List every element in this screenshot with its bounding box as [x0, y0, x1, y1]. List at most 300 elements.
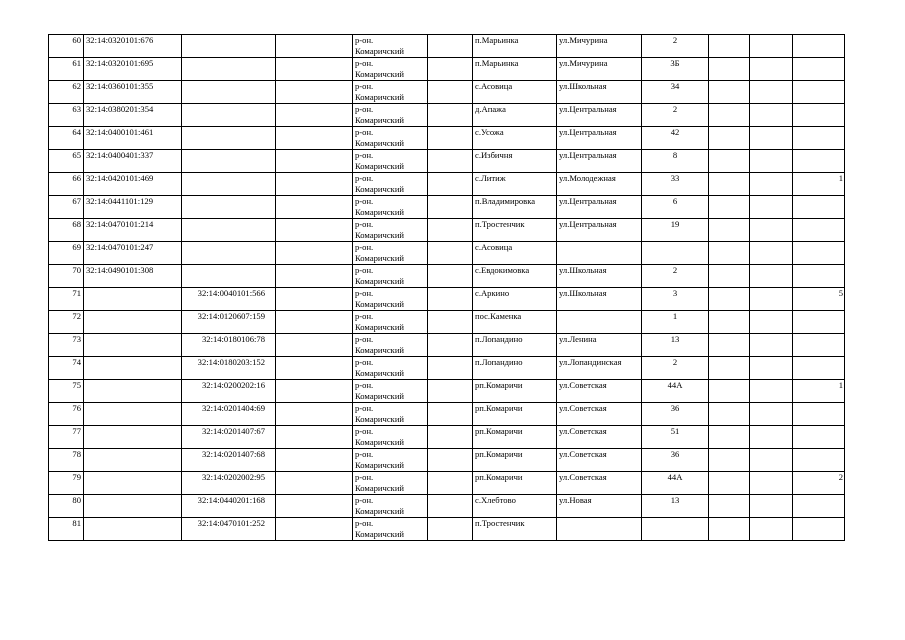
district-cell — [353, 426, 428, 449]
district-name: Комаричский — [355, 161, 405, 171]
district-cell — [353, 472, 428, 495]
district-prefix: р-он. — [355, 265, 374, 275]
locality-cell: с.Литиж — [473, 173, 557, 196]
district-name: Комаричский — [355, 368, 405, 378]
empty-cell — [709, 196, 750, 219]
house-number-cell: 6 — [642, 196, 709, 219]
district-cell — [353, 449, 428, 472]
district-cell — [353, 104, 428, 127]
house-number-cell: 2 — [642, 35, 709, 58]
locality-cell: с.Асовица — [473, 81, 557, 104]
cadastral-number-alt-cell: 32:14:0201407:68 — [182, 449, 276, 472]
locality-cell: рп.Комаричи — [473, 403, 557, 426]
empty-cell — [750, 58, 793, 81]
empty-cell — [276, 288, 353, 311]
district-cell — [353, 81, 428, 104]
last-value-cell — [793, 104, 845, 127]
last-value-cell: 2 — [793, 472, 845, 495]
empty-cell — [276, 150, 353, 173]
empty-cell — [709, 104, 750, 127]
cadastral-number-alt-cell — [182, 173, 276, 196]
cadastral-number-alt-cell: 32:14:0201404:69 — [182, 403, 276, 426]
empty-cell — [276, 127, 353, 150]
property-table — [48, 34, 845, 541]
street-cell: ул.Центральная — [557, 150, 642, 173]
district-name: Комаричский — [355, 322, 405, 332]
row-number-cell: 72 — [49, 311, 84, 334]
cadastral-number-alt-cell — [182, 35, 276, 58]
cadastral-number-alt-cell — [182, 58, 276, 81]
empty-cell — [428, 357, 473, 380]
table-row — [49, 311, 845, 334]
district-cell — [353, 311, 428, 334]
cadastral-number-alt-cell: 32:14:0202002:95 — [182, 472, 276, 495]
empty-cell — [428, 104, 473, 127]
street-cell: ул.Советская — [557, 380, 642, 403]
district-name: Комаричский — [355, 92, 405, 102]
empty-cell — [428, 81, 473, 104]
table-row — [49, 219, 845, 242]
empty-cell — [709, 311, 750, 334]
district-name: Комаричский — [355, 69, 405, 79]
district-prefix: р-он. — [355, 196, 374, 206]
cadastral-number-alt-cell: 32:14:0470101:252 — [182, 518, 276, 541]
empty-cell — [709, 380, 750, 403]
row-number-cell: 75 — [49, 380, 84, 403]
empty-cell — [428, 127, 473, 150]
table-row — [49, 242, 845, 265]
table-row — [49, 518, 845, 541]
district-prefix: р-он. — [355, 380, 374, 390]
empty-cell — [750, 173, 793, 196]
cadastral-number-cell — [84, 472, 182, 495]
district-name: Комаричский — [355, 138, 405, 148]
empty-cell — [428, 311, 473, 334]
table-row — [49, 265, 845, 288]
cadastral-number-cell — [84, 403, 182, 426]
table-row — [49, 288, 845, 311]
row-number-cell: 76 — [49, 403, 84, 426]
house-number-cell: 2 — [642, 357, 709, 380]
empty-cell — [428, 219, 473, 242]
empty-cell — [276, 357, 353, 380]
house-number-cell — [642, 518, 709, 541]
row-number-cell: 66 — [49, 173, 84, 196]
cadastral-number-cell — [84, 380, 182, 403]
empty-cell — [428, 495, 473, 518]
row-number-cell: 80 — [49, 495, 84, 518]
street-cell: ул.Новая — [557, 495, 642, 518]
empty-cell — [276, 426, 353, 449]
last-value-cell — [793, 81, 845, 104]
empty-cell — [709, 127, 750, 150]
cadastral-number-cell — [84, 426, 182, 449]
last-value-cell — [793, 196, 845, 219]
district-name: Комаричский — [355, 46, 405, 56]
cadastral-number-alt-cell — [182, 219, 276, 242]
district-cell — [353, 196, 428, 219]
cadastral-number-cell: 32:14:0380201:354 — [84, 104, 182, 127]
table-row — [49, 35, 845, 58]
table-body — [49, 35, 845, 541]
cadastral-number-alt-cell — [182, 242, 276, 265]
district-prefix: р-он. — [355, 104, 374, 114]
street-cell: ул.Советская — [557, 472, 642, 495]
empty-cell — [276, 334, 353, 357]
house-number-cell — [642, 242, 709, 265]
last-value-cell — [793, 449, 845, 472]
cadastral-number-alt-cell — [182, 150, 276, 173]
cadastral-number-cell — [84, 334, 182, 357]
empty-cell — [276, 472, 353, 495]
empty-cell — [428, 35, 473, 58]
locality-cell: рп.Комаричи — [473, 472, 557, 495]
street-cell: ул.Школьная — [557, 265, 642, 288]
empty-cell — [750, 35, 793, 58]
row-number-cell: 60 — [49, 35, 84, 58]
street-cell — [557, 518, 642, 541]
house-number-cell: 3Б — [642, 58, 709, 81]
empty-cell — [276, 495, 353, 518]
empty-cell — [276, 380, 353, 403]
last-value-cell — [793, 35, 845, 58]
house-number-cell: 44А — [642, 380, 709, 403]
empty-cell — [428, 242, 473, 265]
cadastral-number-cell: 32:14:0360101:355 — [84, 81, 182, 104]
last-value-cell — [793, 219, 845, 242]
district-prefix: р-он. — [355, 288, 374, 298]
empty-cell — [276, 311, 353, 334]
house-number-cell: 13 — [642, 334, 709, 357]
row-number-cell: 78 — [49, 449, 84, 472]
district-name: Комаричский — [355, 529, 405, 539]
empty-cell — [709, 518, 750, 541]
empty-cell — [709, 35, 750, 58]
district-prefix: р-он. — [355, 242, 374, 252]
street-cell: ул.Молодежная — [557, 173, 642, 196]
district-cell — [353, 357, 428, 380]
district-cell — [353, 58, 428, 81]
street-cell: ул.Советская — [557, 426, 642, 449]
district-cell — [353, 288, 428, 311]
row-number-cell: 70 — [49, 265, 84, 288]
cadastral-number-cell — [84, 357, 182, 380]
district-prefix: р-он. — [355, 173, 374, 183]
cadastral-number-alt-cell: 32:14:0040101:566 — [182, 288, 276, 311]
last-value-cell: 1 — [793, 380, 845, 403]
row-number-cell: 81 — [49, 518, 84, 541]
district-cell — [353, 219, 428, 242]
locality-cell: пос.Каменка — [473, 311, 557, 334]
empty-cell — [750, 104, 793, 127]
cadastral-number-cell: 32:14:0420101:469 — [84, 173, 182, 196]
district-name: Комаричский — [355, 299, 405, 309]
table-row — [49, 403, 845, 426]
last-value-cell — [793, 127, 845, 150]
row-number-cell: 68 — [49, 219, 84, 242]
cadastral-number-alt-cell — [182, 127, 276, 150]
district-name: Комаричский — [355, 276, 405, 286]
cadastral-number-alt-cell: 32:14:0440201:168 — [182, 495, 276, 518]
empty-cell — [428, 472, 473, 495]
locality-cell: с.Хлебтово — [473, 495, 557, 518]
district-cell — [353, 334, 428, 357]
empty-cell — [709, 288, 750, 311]
district-prefix: р-он. — [355, 81, 374, 91]
cadastral-number-alt-cell: 32:14:0120607:159 — [182, 311, 276, 334]
cadastral-number-alt-cell — [182, 196, 276, 219]
cadastral-number-cell: 32:14:0400101:461 — [84, 127, 182, 150]
house-number-cell: 34 — [642, 81, 709, 104]
district-cell — [353, 403, 428, 426]
last-value-cell: 1 — [793, 173, 845, 196]
table-row — [49, 104, 845, 127]
locality-cell: д.Апажа — [473, 104, 557, 127]
row-number-cell: 62 — [49, 81, 84, 104]
empty-cell — [709, 334, 750, 357]
row-number-cell: 74 — [49, 357, 84, 380]
street-cell: ул.Лопандинская — [557, 357, 642, 380]
empty-cell — [709, 449, 750, 472]
empty-cell — [428, 380, 473, 403]
empty-cell — [276, 196, 353, 219]
table-row — [49, 334, 845, 357]
cadastral-number-alt-cell: 32:14:0201407:67 — [182, 426, 276, 449]
empty-cell — [709, 219, 750, 242]
empty-cell — [276, 518, 353, 541]
last-value-cell — [793, 311, 845, 334]
table-row — [49, 127, 845, 150]
locality-cell: п.Марьинка — [473, 35, 557, 58]
locality-cell: п.Владимировка — [473, 196, 557, 219]
locality-cell: рп.Комаричи — [473, 380, 557, 403]
locality-cell: п.Лопандино — [473, 334, 557, 357]
district-cell — [353, 127, 428, 150]
district-name: Комаричский — [355, 230, 405, 240]
district-cell — [353, 35, 428, 58]
row-number-cell: 73 — [49, 334, 84, 357]
street-cell: ул.Советская — [557, 403, 642, 426]
row-number-cell: 64 — [49, 127, 84, 150]
last-value-cell — [793, 518, 845, 541]
table-row — [49, 196, 845, 219]
district-name: Комаричский — [355, 253, 405, 263]
district-name: Комаричский — [355, 460, 405, 470]
house-number-cell: 2 — [642, 265, 709, 288]
district-prefix: р-он. — [355, 472, 374, 482]
house-number-cell: 36 — [642, 403, 709, 426]
locality-cell: с.Асовица — [473, 242, 557, 265]
house-number-cell: 1 — [642, 311, 709, 334]
row-number-cell: 77 — [49, 426, 84, 449]
empty-cell — [709, 150, 750, 173]
row-number-cell: 65 — [49, 150, 84, 173]
row-number-cell: 69 — [49, 242, 84, 265]
empty-cell — [428, 58, 473, 81]
cadastral-number-cell — [84, 495, 182, 518]
district-name: Комаричский — [355, 437, 405, 447]
empty-cell — [276, 219, 353, 242]
cadastral-number-cell — [84, 518, 182, 541]
row-number-cell: 79 — [49, 472, 84, 495]
district-prefix: р-он. — [355, 403, 374, 413]
cadastral-number-alt-cell — [182, 81, 276, 104]
district-prefix: р-он. — [355, 426, 374, 436]
district-cell — [353, 173, 428, 196]
district-cell — [353, 242, 428, 265]
locality-cell: с.Усожа — [473, 127, 557, 150]
district-name: Комаричский — [355, 115, 405, 125]
cadastral-number-cell: 32:14:0400401:337 — [84, 150, 182, 173]
district-prefix: р-он. — [355, 35, 374, 45]
empty-cell — [709, 426, 750, 449]
empty-cell — [709, 242, 750, 265]
empty-cell — [428, 150, 473, 173]
empty-cell — [276, 449, 353, 472]
empty-cell — [276, 403, 353, 426]
street-cell: ул.Школьная — [557, 81, 642, 104]
empty-cell — [750, 127, 793, 150]
empty-cell — [709, 357, 750, 380]
cadastral-number-cell — [84, 288, 182, 311]
last-value-cell — [793, 58, 845, 81]
empty-cell — [276, 35, 353, 58]
table-row — [49, 81, 845, 104]
table-row — [49, 357, 845, 380]
last-value-cell — [793, 357, 845, 380]
empty-cell — [428, 518, 473, 541]
cadastral-number-alt-cell: 32:14:0200202:16 — [182, 380, 276, 403]
cadastral-number-alt-cell — [182, 104, 276, 127]
table-row — [49, 150, 845, 173]
empty-cell — [750, 472, 793, 495]
locality-cell: п.Лопандино — [473, 357, 557, 380]
house-number-cell: 42 — [642, 127, 709, 150]
empty-cell — [428, 426, 473, 449]
empty-cell — [276, 104, 353, 127]
street-cell — [557, 242, 642, 265]
cadastral-number-cell — [84, 311, 182, 334]
district-name: Комаричский — [355, 184, 405, 194]
cadastral-number-alt-cell: 32:14:0180203:152 — [182, 357, 276, 380]
last-value-cell — [793, 265, 845, 288]
empty-cell — [750, 150, 793, 173]
empty-cell — [276, 242, 353, 265]
empty-cell — [750, 334, 793, 357]
empty-cell — [750, 288, 793, 311]
district-prefix: р-он. — [355, 58, 374, 68]
street-cell: ул.Центральная — [557, 196, 642, 219]
last-value-cell — [793, 150, 845, 173]
empty-cell — [750, 403, 793, 426]
empty-cell — [276, 265, 353, 288]
house-number-cell: 13 — [642, 495, 709, 518]
table-row — [49, 426, 845, 449]
street-cell — [557, 311, 642, 334]
empty-cell — [709, 403, 750, 426]
last-value-cell — [793, 403, 845, 426]
house-number-cell: 19 — [642, 219, 709, 242]
empty-cell — [276, 173, 353, 196]
street-cell: ул.Ленина — [557, 334, 642, 357]
district-prefix: р-он. — [355, 518, 374, 528]
district-name: Комаричский — [355, 414, 405, 424]
street-cell: ул.Мичурина — [557, 35, 642, 58]
table-row — [49, 495, 845, 518]
empty-cell — [750, 196, 793, 219]
cadastral-number-alt-cell — [182, 265, 276, 288]
empty-cell — [750, 518, 793, 541]
last-value-cell: 5 — [793, 288, 845, 311]
table-row — [49, 58, 845, 81]
district-cell — [353, 150, 428, 173]
empty-cell — [750, 219, 793, 242]
house-number-cell: 44А — [642, 472, 709, 495]
district-name: Комаричский — [355, 483, 405, 493]
table-row — [49, 380, 845, 403]
cadastral-number-cell — [84, 449, 182, 472]
district-cell — [353, 380, 428, 403]
district-name: Комаричский — [355, 207, 405, 217]
empty-cell — [750, 426, 793, 449]
locality-cell: п.Тростенчик — [473, 518, 557, 541]
district-cell — [353, 265, 428, 288]
empty-cell — [750, 449, 793, 472]
empty-cell — [276, 81, 353, 104]
empty-cell — [750, 380, 793, 403]
house-number-cell: 8 — [642, 150, 709, 173]
locality-cell: рп.Комаричи — [473, 426, 557, 449]
empty-cell — [750, 357, 793, 380]
last-value-cell — [793, 242, 845, 265]
row-number-cell: 61 — [49, 58, 84, 81]
district-prefix: р-он. — [355, 150, 374, 160]
district-cell — [353, 518, 428, 541]
row-number-cell: 67 — [49, 196, 84, 219]
empty-cell — [709, 173, 750, 196]
last-value-cell — [793, 334, 845, 357]
street-cell: ул.Центральная — [557, 127, 642, 150]
district-name: Комаричский — [355, 345, 405, 355]
cadastral-number-cell: 32:14:0320101:695 — [84, 58, 182, 81]
empty-cell — [750, 242, 793, 265]
table-row — [49, 449, 845, 472]
house-number-cell: 51 — [642, 426, 709, 449]
street-cell: ул.Советская — [557, 449, 642, 472]
locality-cell: с.Избичня — [473, 150, 557, 173]
cadastral-number-cell: 32:14:0470101:214 — [84, 219, 182, 242]
empty-cell — [428, 449, 473, 472]
cadastral-number-cell: 32:14:0470101:247 — [84, 242, 182, 265]
empty-cell — [428, 265, 473, 288]
table-row — [49, 472, 845, 495]
locality-cell: с.Аркино — [473, 288, 557, 311]
locality-cell: п.Тростенчик — [473, 219, 557, 242]
empty-cell — [709, 472, 750, 495]
empty-cell — [750, 81, 793, 104]
district-prefix: р-он. — [355, 334, 374, 344]
district-cell — [353, 495, 428, 518]
house-number-cell: 36 — [642, 449, 709, 472]
empty-cell — [428, 288, 473, 311]
empty-cell — [276, 58, 353, 81]
street-cell: ул.Центральная — [557, 219, 642, 242]
table-row — [49, 173, 845, 196]
cadastral-number-cell: 32:14:0320101:676 — [84, 35, 182, 58]
street-cell: ул.Мичурина — [557, 58, 642, 81]
empty-cell — [709, 265, 750, 288]
district-prefix: р-он. — [355, 357, 374, 367]
